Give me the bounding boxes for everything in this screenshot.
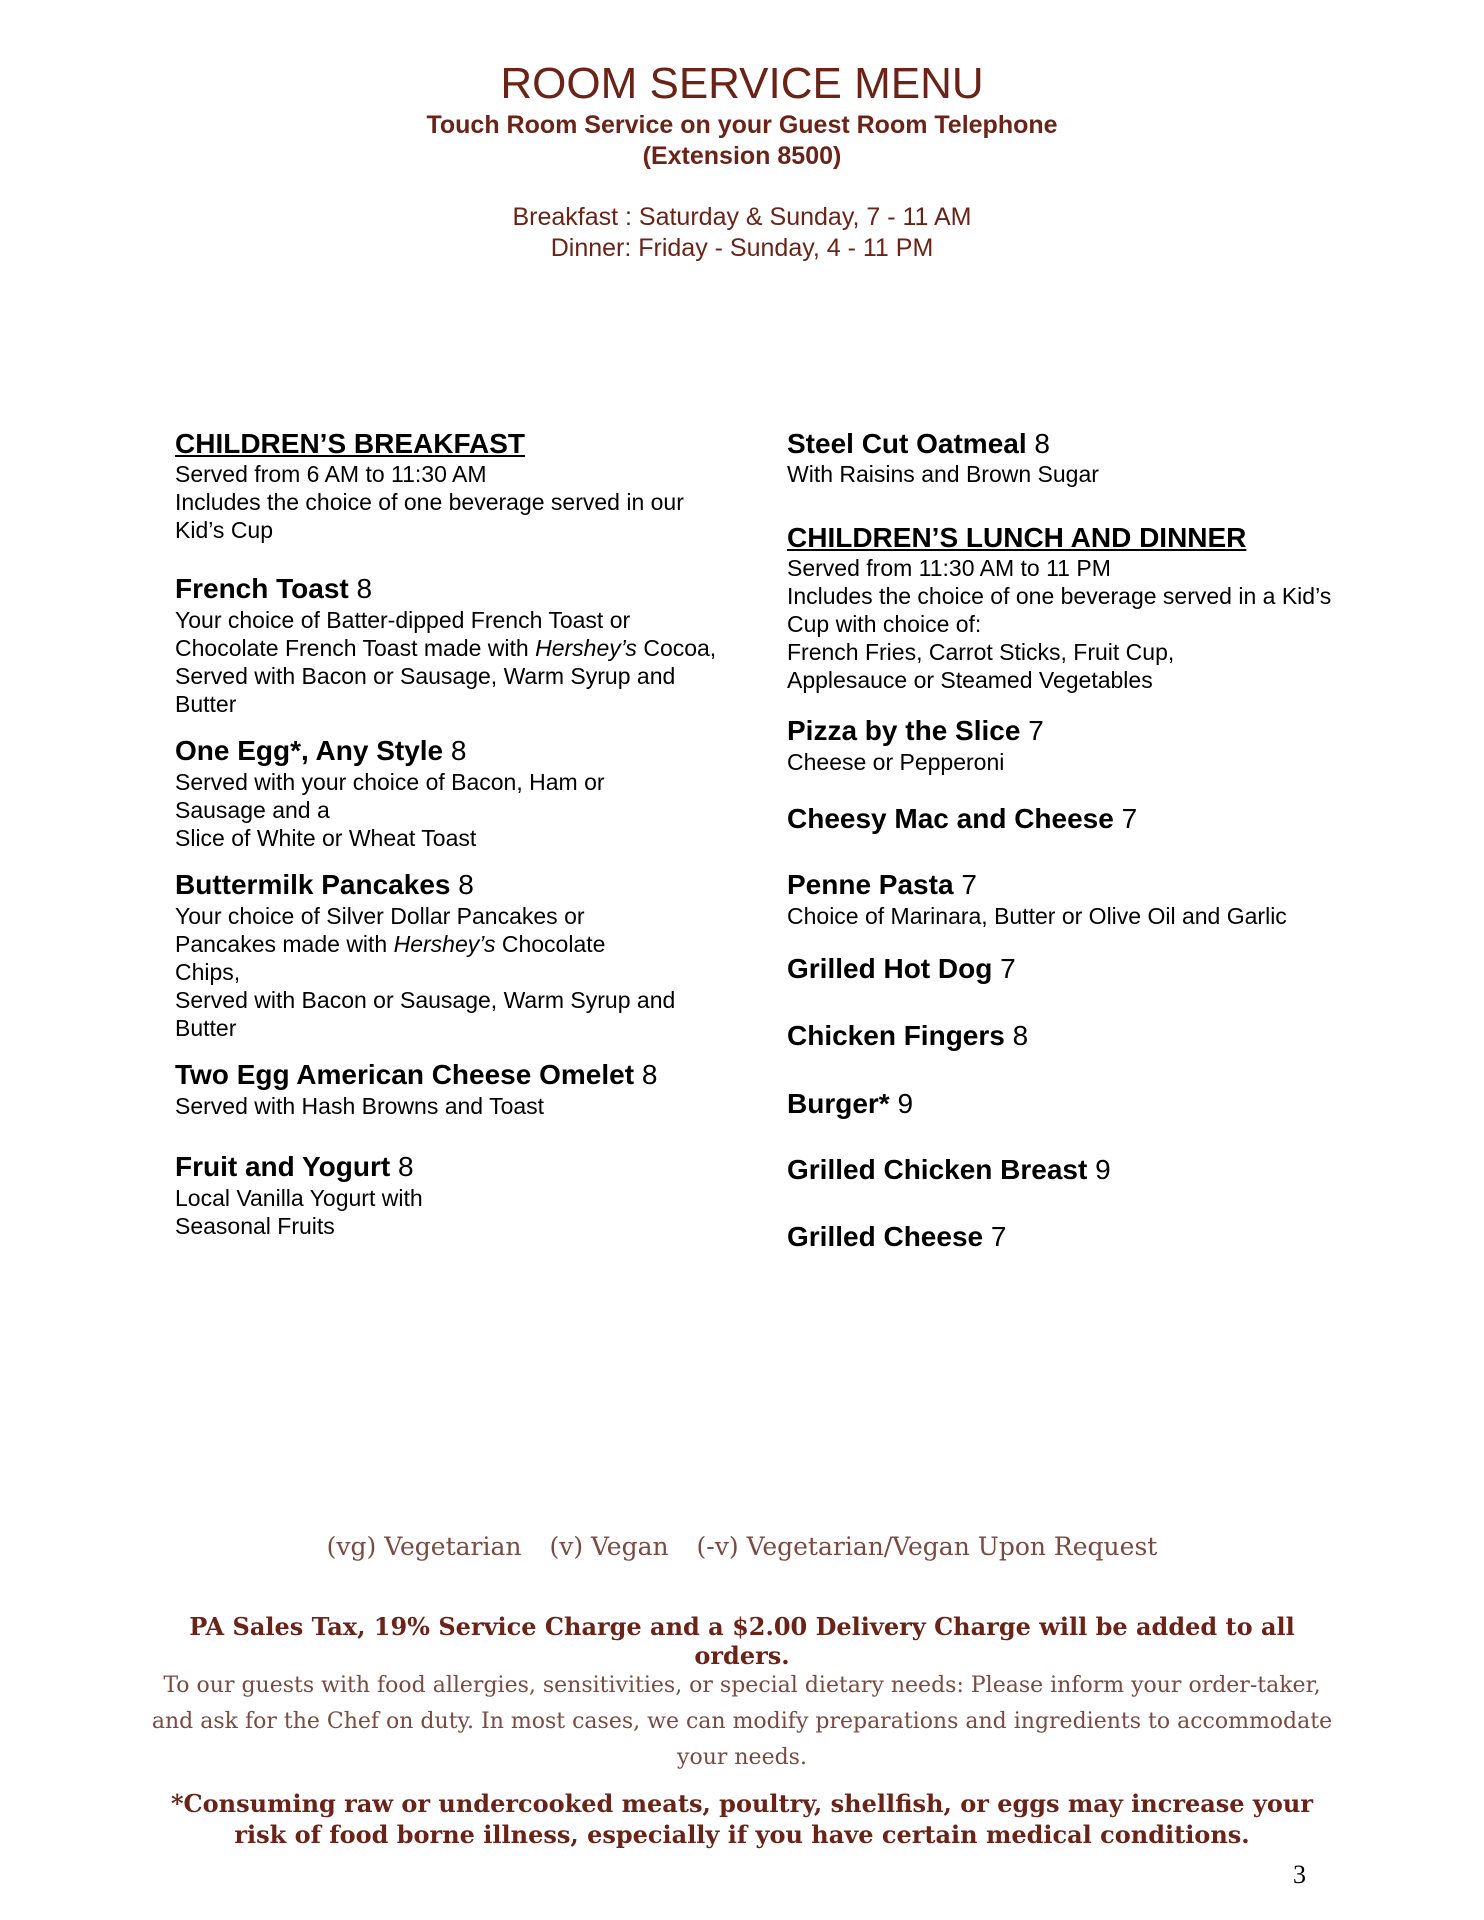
item-name: Fruit and Yogurt xyxy=(175,1151,391,1182)
dinner-hours: Dinner: Friday - Sunday, 4 - 11 PM xyxy=(550,234,934,262)
item-price: 7 xyxy=(990,1221,1007,1252)
item-description-serving: Seasonal Fruits xyxy=(175,1213,335,1239)
legend-upon-request: (-v) Vegetarian/Vegan Upon Request xyxy=(696,1532,1158,1561)
legend-vegetarian: (vg) Vegetarian xyxy=(326,1532,522,1561)
item-price: 7 xyxy=(1028,715,1044,746)
page-title: ROOM SERVICE MENU xyxy=(500,59,984,108)
menu-item-grilled-chicken xyxy=(787,1153,1347,1187)
item-price: 7 xyxy=(1121,803,1138,834)
legend-vegan: (v) Vegan xyxy=(549,1532,669,1561)
item-name: Pizza by the Slice xyxy=(787,715,1021,746)
item-description: With Raisins and Brown Sugar xyxy=(787,461,1099,487)
breakfast-served-hours: Served from 6 AM to 11:30 AM xyxy=(175,461,487,487)
item-price: 8 xyxy=(1034,428,1050,459)
item-name: Steel Cut Oatmeal xyxy=(787,428,1027,459)
item-name: Grilled Hot Dog xyxy=(787,953,993,984)
item-price: 8 xyxy=(1012,1020,1029,1051)
item-description-serving: Served with Bacon or Sausage, Warm Syrup and Butter xyxy=(175,987,676,1041)
item-description-serving: Slice of White or Wheat Toast xyxy=(175,825,477,851)
menu-item-burger xyxy=(787,1087,1347,1121)
lunch-served-hours: Served from 11:30 AM to 11 PM xyxy=(787,555,1111,581)
item-price: 9 xyxy=(897,1088,914,1119)
menu-item-chicken-fingers xyxy=(787,1019,1347,1053)
lunch-dinner-section xyxy=(787,522,1347,694)
menu-item-hot-dog xyxy=(787,952,1347,986)
item-name: Cheesy Mac and Cheese xyxy=(787,803,1114,834)
section-heading-lunch-dinner: CHILDREN’S LUNCH AND DINNER xyxy=(787,522,1247,553)
item-description-serving: Served with Bacon or Sausage, Warm Syrup and Butter xyxy=(175,663,676,717)
tax-notice: PA Sales Tax, 19% Service Charge and a $2.00 Delivery Charge will be added to all orders. xyxy=(189,1612,1295,1670)
item-price: 9 xyxy=(1095,1154,1111,1185)
item-description: Served with Hash Browns and Toast xyxy=(175,1093,545,1119)
item-name: French Toast xyxy=(175,573,349,604)
item-name: Buttermilk Pancakes xyxy=(175,869,451,900)
breakfast-beverage-note: Includes the choice of one beverage served in our Kid’s Cup xyxy=(175,489,684,543)
menu-header xyxy=(0,58,1484,264)
menu-item-french-toast xyxy=(175,572,735,718)
item-name: Burger* xyxy=(787,1088,890,1119)
phone-instruction: Touch Room Service on your Guest Room Telephone xyxy=(426,111,1058,139)
allergy-notice: To our guests with food allergies, sensitivities, or special dietary needs: Please inform your order-taker, and ask for the Chef on duty. In most cases, we can modify preparations and ingredients to accommodate your needs. xyxy=(151,1673,1333,1770)
menu-item-grilled-cheese xyxy=(787,1220,1347,1254)
item-description: Cheese or Pepperoni xyxy=(787,749,1005,775)
item-description: Local Vanilla Yogurt with xyxy=(175,1185,423,1211)
item-name: One Egg*, Any Style xyxy=(175,735,444,766)
section-heading-breakfast: CHILDREN’S BREAKFAST xyxy=(175,428,526,459)
breakfast-column xyxy=(175,428,735,1240)
menu-item-fruit-yogurt xyxy=(175,1150,735,1240)
item-price: 8 xyxy=(356,573,373,604)
item-name: Two Egg American Cheese Omelet xyxy=(175,1059,635,1090)
consumption-warning: *Consuming raw or undercooked meats, poultry, shellfish, or eggs may increase your risk of food borne illness, especially if you have certain medical conditions. xyxy=(171,1789,1313,1849)
item-price: 7 xyxy=(1000,953,1016,984)
item-price: 8 xyxy=(458,869,474,900)
item-description: Your choice of Batter-dipped French Toast or Chocolate French Toast made with Hershey’s Cocoa, xyxy=(175,607,717,661)
extension-number: (Extension 8500) xyxy=(642,142,842,170)
item-price: 7 xyxy=(961,869,977,900)
lunch-dinner-column xyxy=(787,428,1347,1254)
page-number: 3 xyxy=(1293,1860,1306,1889)
item-price: 8 xyxy=(397,1151,414,1182)
item-name: Grilled Chicken Breast xyxy=(787,1154,1088,1185)
menu-item-buttermilk-pancakes xyxy=(175,868,735,1042)
item-description: Choice of Marinara, Butter or Olive Oil and Garlic xyxy=(787,903,1287,929)
item-price: 8 xyxy=(450,735,467,766)
menu-item-pizza xyxy=(787,714,1347,776)
lunch-side-choices: French Fries, Carrot Sticks, Fruit Cup, Applesauce or Steamed Vegetables xyxy=(787,639,1175,693)
item-price: 8 xyxy=(641,1059,658,1090)
menu-item-oatmeal xyxy=(787,428,1347,488)
item-name: Penne Pasta xyxy=(787,869,954,900)
item-name: Grilled Cheese xyxy=(787,1221,984,1252)
menu-item-penne xyxy=(787,868,1347,930)
item-description: Served with your choice of Bacon, Ham or Sausage and a xyxy=(175,769,605,823)
menu-item-omelet xyxy=(175,1058,735,1120)
breakfast-hours: Breakfast : Saturday & Sunday, 7 - 11 AM xyxy=(512,203,972,231)
item-name: Chicken Fingers xyxy=(787,1020,1005,1051)
menu-item-mac-cheese xyxy=(787,802,1347,836)
dietary-legend xyxy=(150,1532,1334,1561)
item-description: Your choice of Silver Dollar Pancakes or Pancakes made with Hershey’s Chocolate Chips, xyxy=(175,903,606,985)
menu-item-one-egg xyxy=(175,734,735,852)
lunch-beverage-note: Includes the choice of one beverage served in a Kid’s Cup with choice of: xyxy=(787,583,1332,637)
